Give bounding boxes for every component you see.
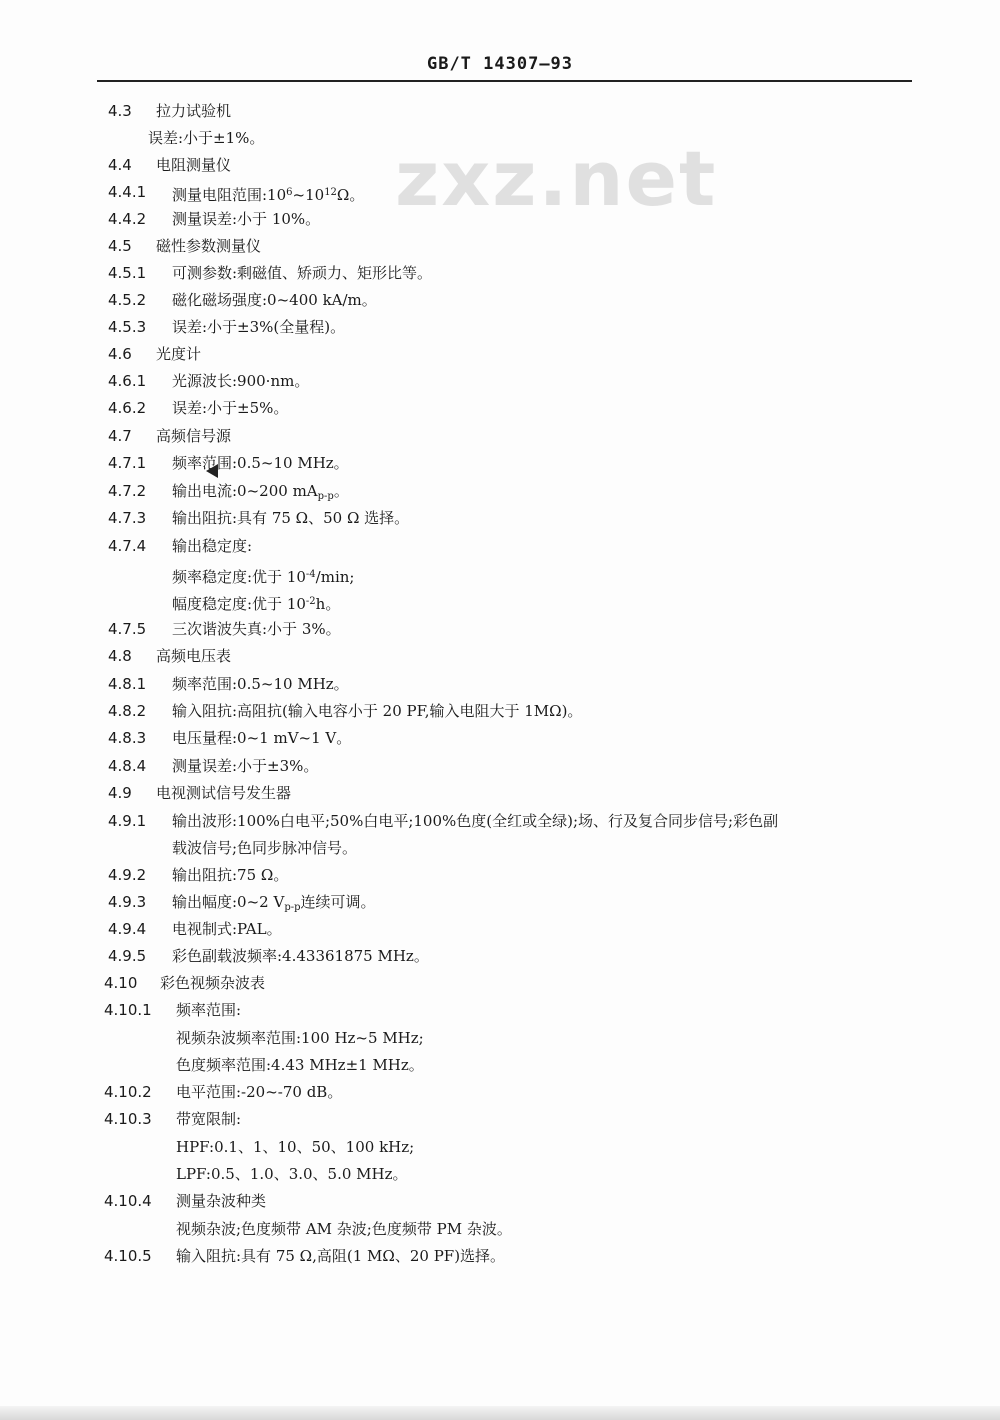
section-heading: [104, 970, 908, 997]
spec-text: 带宽限制:: [176, 1110, 242, 1128]
mouse-cursor-icon: [206, 464, 218, 478]
standard-code-header: GB/T 14307—93: [426, 54, 574, 74]
spec-text: 测量误差:小于±3%。: [172, 757, 319, 775]
page-bottom-edge: [0, 1406, 1000, 1420]
spec-line: [108, 260, 908, 287]
clause-number: 4.5.2: [108, 291, 147, 309]
spec-line: [108, 725, 908, 752]
spec-text: 测量杂波种类: [176, 1192, 267, 1210]
spec-line: [108, 395, 908, 422]
spec-text: 彩色副载波频率:4.43361875 MHz。: [172, 947, 429, 965]
spec-text: 误差:小于±3%(全量程)。: [172, 318, 346, 336]
section-title: 高频信号源: [156, 427, 232, 445]
spec-text: 测量电阻范围$:10^6\sim 10^{12}\Omega$。: [172, 186, 365, 204]
spec-text: 输入阻抗:具有 75 Ω,高阻(1 MΩ、20 PF)选择。: [176, 1247, 506, 1265]
section-number: 4.10: [104, 974, 138, 992]
spec-line: [108, 671, 908, 698]
clause-number: 4.8.1: [108, 675, 147, 693]
spec-text: 输出阻抗:75 Ω。: [172, 866, 289, 884]
clause-number: 4.4.2: [108, 210, 147, 228]
spec-text: 频率范围:: [176, 1001, 242, 1019]
clause-number: 4.9.1: [108, 812, 147, 830]
spec-line: [176, 1052, 908, 1079]
clause-number: 4.10.5: [104, 1247, 152, 1265]
section-title: 彩色视频杂波表: [160, 974, 266, 992]
spec-text: 输出稳定度:: [172, 537, 253, 555]
spec-text: 光源波长:900·nm。: [172, 372, 310, 390]
clause-number: 4.9.5: [108, 947, 147, 965]
section-heading: [108, 341, 908, 368]
spec-line: [108, 616, 908, 643]
spec-text: 电平范围:-20~-70 dB。: [176, 1083, 343, 1101]
clause-number: 4.8.3: [108, 729, 147, 747]
spec-line: [108, 862, 908, 889]
clause-number: 4.6.2: [108, 399, 147, 417]
section-number: 4.8: [108, 647, 132, 665]
spec-text: 磁化磁场强度:0~400 kA/m。: [172, 291, 377, 309]
spec-text: 输出电流:0~200 $mA_{p-p}$。: [172, 482, 349, 502]
section-number: 4.6: [108, 345, 132, 363]
clause-number: 4.8.2: [108, 702, 147, 720]
section-heading: [108, 780, 908, 807]
spec-text: 输出幅度:0~2 $V_{p-p}$连续可调。: [172, 893, 376, 913]
spec-text: 输出阻抗:具有 75 Ω、50 Ω 选择。: [172, 509, 410, 527]
section-title: 电视测试信号发生器: [156, 784, 292, 802]
section-title: 高频电压表: [156, 647, 232, 665]
spec-text: 幅度稳定度:优于 $10^{-2}h$。: [172, 595, 341, 613]
section-number: 4.7: [108, 427, 132, 445]
section-heading: [108, 643, 908, 670]
spec-line: [172, 835, 908, 862]
spec-line: [108, 698, 908, 725]
spec-line: [108, 916, 908, 943]
section-title: 电阻测量仪: [156, 156, 232, 174]
section-number: 4.9: [108, 784, 132, 802]
spec-text: 误差:小于±5%。: [172, 399, 289, 417]
header-rule: [97, 80, 912, 82]
spec-text: 色度频率范围:4.43 MHz±1 MHz。: [176, 1056, 424, 1074]
spec-line: [176, 1216, 908, 1243]
clause-number: 4.9.4: [108, 920, 147, 938]
spec-text: 频率稳定度:优于 $10^{-4}/\min$;: [172, 568, 355, 586]
clause-number: 4.10.3: [104, 1110, 152, 1128]
spec-line: [176, 1134, 908, 1161]
clause-number: 4.7.5: [108, 620, 147, 638]
clause-number: 4.5.1: [108, 264, 147, 282]
spec-line: [108, 808, 908, 835]
clause-number: 4.5.3: [108, 318, 147, 336]
section-number: 4.5: [108, 237, 132, 255]
section-heading: [108, 152, 908, 179]
spec-line: [108, 314, 908, 341]
clause-number: 4.9.2: [108, 866, 147, 884]
spec-line: [108, 533, 908, 560]
spec-text: 频率范围:0.5~10 MHz。: [172, 675, 349, 693]
clause-number: 4.10.2: [104, 1083, 152, 1101]
clause-number: 4.9.3: [108, 893, 147, 911]
clause-number: 4.4.1: [108, 183, 147, 201]
spec-line: [108, 943, 908, 970]
section-number: 4.4: [108, 156, 132, 174]
section-title: 磁性参数测量仪: [156, 237, 262, 255]
clause-number: 4.8.4: [108, 757, 147, 775]
spec-line: [104, 997, 908, 1024]
clause-number: 4.7.1: [108, 454, 147, 472]
spec-line: [108, 206, 908, 233]
spec-text: 误差:小于±1%。: [148, 129, 265, 147]
spec-line: [108, 889, 908, 916]
spec-line: [108, 179, 908, 206]
spec-text: 可测参数:剩磁值、矫顽力、矩形比等。: [172, 264, 433, 282]
spec-line: [108, 753, 908, 780]
clause-number: 4.10.1: [104, 1001, 152, 1019]
spec-line: [172, 561, 908, 588]
spec-line: [108, 287, 908, 314]
section-heading: [108, 98, 908, 125]
spec-line: [108, 450, 908, 477]
clause-number: 4.7.3: [108, 509, 147, 527]
clause-number: 4.7.2: [108, 482, 147, 500]
spec-text: 电压量程:0~1 mV~1 V。: [172, 729, 352, 747]
clause-number: 4.10.4: [104, 1192, 152, 1210]
spec-text: 电视制式:PAL。: [172, 920, 282, 938]
spec-line: [108, 368, 908, 395]
watermark: zxz.net: [395, 134, 718, 223]
spec-line: [148, 125, 908, 152]
spec-text: 载波信号;色同步脉冲信号。: [172, 839, 358, 857]
clause-number: 4.7.4: [108, 537, 147, 555]
spec-text: 输入阻抗:高阻抗(输入电容小于 20 PF,输入电阻大于 1MΩ)。: [172, 702, 583, 720]
spec-line: [104, 1188, 908, 1215]
spec-text: 输出波形:100%白电平;50%白电平;100%色度(全红或全绿);场、行及复合同步信号;彩色副: [172, 812, 779, 830]
section-heading: [108, 233, 908, 260]
spec-text: HPF:0.1、1、10、50、100 kHz;: [176, 1138, 415, 1156]
clause-number: 4.6.1: [108, 372, 147, 390]
spec-text: 视频杂波;色度频带 AM 杂波;色度频带 PM 杂波。: [176, 1220, 512, 1238]
spec-text: 频率范围:0.5~10 MHz。: [172, 454, 349, 472]
spec-text: LPF:0.5、1.0、3.0、5.0 MHz。: [176, 1165, 408, 1183]
spec-line: [172, 588, 908, 615]
section-title: 拉力试验机: [156, 102, 232, 120]
spec-line: [108, 505, 908, 532]
section-heading: [108, 423, 908, 450]
section-number: 4.3: [108, 102, 132, 120]
spec-line: [176, 1025, 908, 1052]
spec-text: 测量误差:小于 10%。: [172, 210, 321, 228]
spec-text: 视频杂波频率范围:100 Hz~5 MHz;: [176, 1029, 424, 1047]
section-title: 光度计: [156, 345, 202, 363]
spec-line: [176, 1161, 908, 1188]
spec-line: [104, 1243, 908, 1270]
spec-line: [104, 1079, 908, 1106]
spec-line: [108, 478, 908, 505]
spec-text: 三次谐波失真:小于 3%。: [172, 620, 341, 638]
spec-line: [104, 1106, 908, 1133]
